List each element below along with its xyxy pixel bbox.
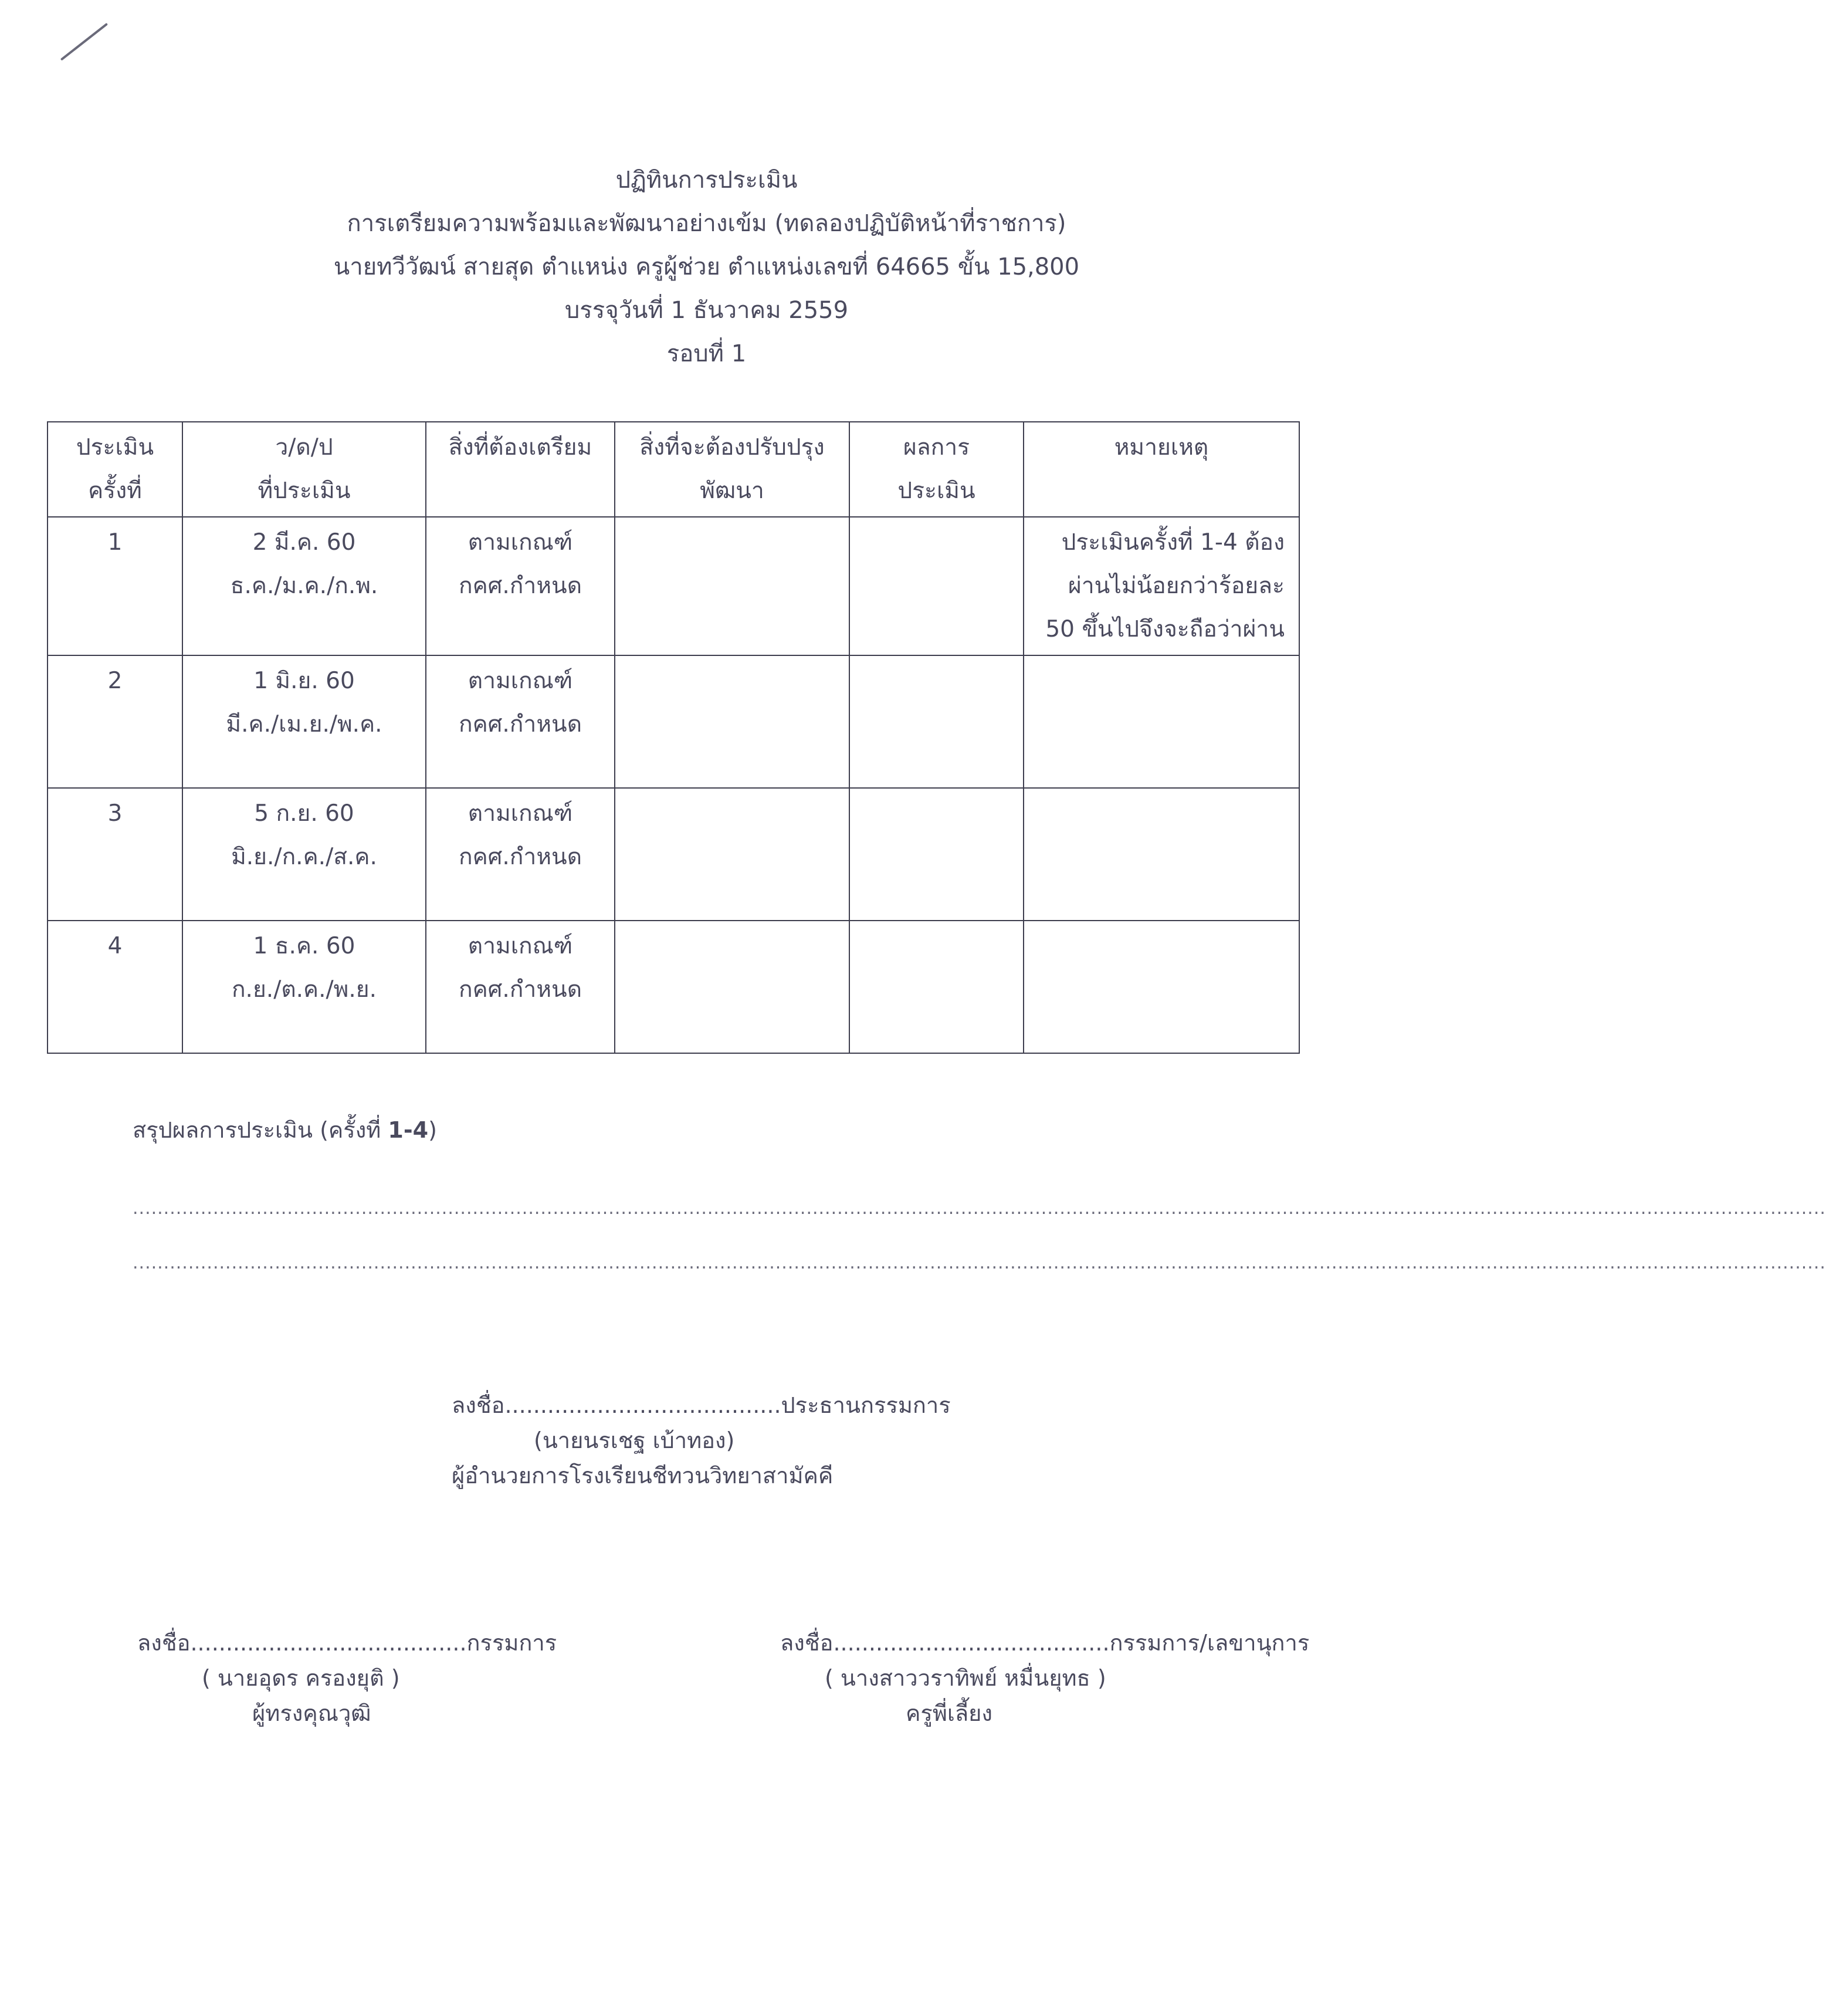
summary-dotted-line[interactable]: .................................................................................................................................................................................................................................................................................. — [133, 1253, 1826, 1273]
col-header-preparation: สิ่งที่ต้องเตรียม — [426, 422, 615, 517]
round-number: รอบที่ 1 — [666, 340, 747, 367]
summary-range: 1-4 — [388, 1117, 429, 1143]
improvement-cell — [615, 788, 849, 921]
col-header-improvement: สิ่งที่จะต้องปรับปรุง พัฒนา — [615, 422, 849, 517]
result-cell — [849, 788, 1024, 921]
document-subtitle: การเตรียมความพร้อมและพัฒนาอย่างเข้ม (ทดลองปฏิบัติหน้าที่ราชการ) — [347, 210, 1066, 237]
preparation-cell: ตามเกณฑ์ กคศ.กำหนด — [426, 788, 615, 921]
remark-cell — [1024, 788, 1299, 921]
signer-name: (นายนรเชฐ เบ้าทอง) — [534, 1428, 735, 1453]
result-cell — [849, 655, 1024, 788]
improvement-cell — [615, 921, 849, 1053]
date-cell: 5 ก.ย. 60 มิ.ย./ก.ค./ส.ค. — [182, 788, 426, 921]
improvement-cell — [615, 655, 849, 788]
evaluation-table — [47, 421, 1300, 1054]
remark-cell: ประเมินครั้งที่ 1-4 ต้อง ผ่านไม่น้อยกว่าร้อยละ 50 ขึ้นไปจึงจะถือว่าผ่าน — [1024, 517, 1299, 655]
table-row — [48, 788, 1299, 921]
document-title: ปฏิทินการประเมิน — [615, 167, 798, 194]
summary-dotted-line[interactable]: .................................................................................................................................................................................................................................................................................. — [133, 1198, 1826, 1219]
pen-mark — [60, 23, 108, 61]
col-header-result: ผลการ ประเมิน — [849, 422, 1024, 517]
signature-line[interactable]: ลงชื่อ.......................................ประธานกรรมการ — [452, 1392, 951, 1418]
teacher-info: นายทวีวัฒน์ สายสุด ตำแหน่ง ครูผู้ช่วย ตำแหน่งเลขที่ 64665 ขั้น 15,800 — [333, 253, 1080, 280]
signer-position: ผู้ทรงคุณวุฒิ — [252, 1700, 371, 1726]
date-cell: 1 มิ.ย. 60 มี.ค./เม.ย./พ.ค. — [182, 655, 426, 788]
chair-signature-block — [452, 1388, 951, 1493]
signature-line[interactable]: ลงชื่อ.......................................กรรมการ — [137, 1630, 557, 1656]
signature-line[interactable]: ลงชื่อ.......................................กรรมการ/เลขานุการ — [780, 1630, 1310, 1656]
secretary-signature-block — [780, 1625, 1309, 1731]
signer-position: ผู้อำนวยการโรงเรียนชีทวนวิทยาสามัคคี — [452, 1463, 834, 1489]
round-cell: 3 — [48, 788, 182, 921]
col-header-round: ประเมิน ครั้งที่ — [48, 422, 182, 517]
member-signature-block — [137, 1625, 557, 1731]
result-cell — [849, 921, 1024, 1053]
table-row — [48, 517, 1299, 655]
summary-label: สรุปผลการประเมิน (ครั้งที่ 1-4) — [133, 1117, 437, 1143]
document-header — [0, 158, 1413, 376]
table-row — [48, 921, 1299, 1053]
table-header-row — [48, 422, 1299, 517]
date-cell: 1 ธ.ค. 60 ก.ย./ต.ค./พ.ย. — [182, 921, 426, 1053]
appointment-date: บรรจุวันที่ 1 ธันวาคม 2559 — [564, 297, 849, 324]
remark-cell — [1024, 655, 1299, 788]
col-header-date: ว/ด/ป ที่ประเมิน — [182, 422, 426, 517]
improvement-cell — [615, 517, 849, 655]
date-cell: 2 มี.ค. 60 ธ.ค./ม.ค./ก.พ. — [182, 517, 426, 655]
result-cell — [849, 517, 1024, 655]
preparation-cell: ตามเกณฑ์ กคศ.กำหนด — [426, 921, 615, 1053]
round-cell: 4 — [48, 921, 182, 1053]
preparation-cell: ตามเกณฑ์ กคศ.กำหนด — [426, 517, 615, 655]
preparation-cell: ตามเกณฑ์ กคศ.กำหนด — [426, 655, 615, 788]
round-cell: 1 — [48, 517, 182, 655]
table-row — [48, 655, 1299, 788]
round-cell: 2 — [48, 655, 182, 788]
signer-name: ( นายอุดร ครองยุติ ) — [202, 1665, 400, 1691]
col-header-remark: หมายเหตุ — [1024, 422, 1299, 517]
signer-position: ครูพี่เลี้ยง — [906, 1700, 992, 1726]
remark-cell — [1024, 921, 1299, 1053]
signer-name: ( นางสาววราทิพย์ หมื่นยุทธ ) — [825, 1665, 1106, 1691]
